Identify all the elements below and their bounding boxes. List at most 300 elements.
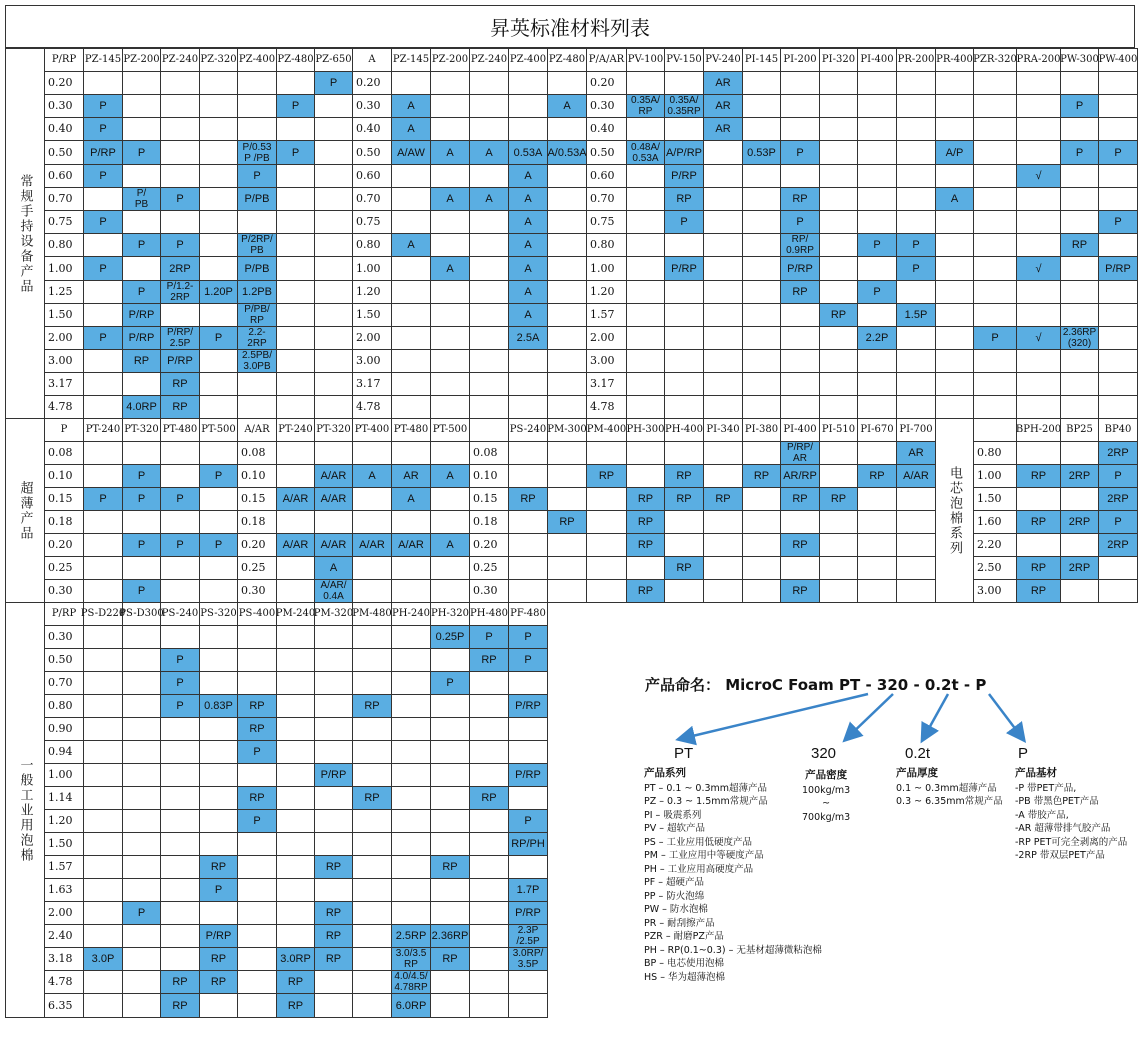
industrial-empty-cell <box>469 878 509 902</box>
handheld-empty-cell <box>935 210 974 234</box>
handheld-empty-cell <box>819 233 858 257</box>
handheld-empty-cell <box>935 71 974 95</box>
ultrathin-empty-cell <box>857 441 897 465</box>
handheld-empty-cell <box>626 395 665 419</box>
battery-empty-cell <box>1060 533 1099 557</box>
ultrathin-empty-cell <box>430 579 470 603</box>
ultrathin-thickness: 0.08 <box>237 441 277 465</box>
handheld-value-cell: A/0.53A <box>547 140 587 165</box>
industrial-value-cell: 0.83P <box>199 694 238 718</box>
ultrathin-empty-cell <box>199 579 238 603</box>
industrial-empty-cell <box>199 648 238 672</box>
handheld-value-cell: P/RP <box>664 164 704 188</box>
handheld-empty-cell <box>896 280 936 304</box>
handheld-thickness: 2.00 <box>586 326 627 350</box>
industrial-empty-cell <box>83 740 123 764</box>
industrial-empty-cell <box>352 763 392 787</box>
handheld-empty-cell <box>430 210 470 234</box>
ultrathin-header <box>469 418 509 442</box>
ultrathin-empty-cell <box>314 441 353 465</box>
industrial-empty-cell <box>199 786 238 810</box>
ultrathin-empty-cell <box>391 441 431 465</box>
ultrathin-value-cell: P <box>199 464 238 488</box>
industrial-empty-cell <box>314 970 353 994</box>
handheld-thickness: 0.60 <box>586 164 627 188</box>
handheld-value-cell: RP/ 0.9RP <box>780 233 820 257</box>
industrial-empty-cell <box>469 832 509 856</box>
handheld-header: PZ-480 <box>276 48 315 72</box>
ultrathin-thickness: 0.08 <box>44 441 84 465</box>
handheld-value-cell: A/P/RP <box>664 140 704 165</box>
handheld-header: PI-200 <box>780 48 820 72</box>
industrial-empty-cell <box>83 648 123 672</box>
industrial-value-cell: RP <box>314 947 353 971</box>
industrial-empty-cell <box>469 809 509 833</box>
handheld-empty-cell <box>547 395 587 419</box>
battery-thickness: 2.20 <box>973 533 1017 557</box>
handheld-empty-cell <box>703 256 743 281</box>
handheld-empty-cell <box>508 349 548 373</box>
density-heading: 产品密度 <box>805 769 848 781</box>
handheld-empty-cell <box>199 303 238 327</box>
battery-thickness: 3.00 <box>973 579 1017 603</box>
ultrathin-value-cell: A/AR <box>314 464 353 488</box>
handheld-value-cell: P/PB/ RP <box>237 303 277 327</box>
ultrathin-empty-cell <box>626 464 665 488</box>
handheld-empty-cell <box>547 71 587 95</box>
handheld-empty-cell <box>391 349 431 373</box>
ultrathin-thickness: 0.30 <box>469 579 509 603</box>
ultrathin-value-cell: RP <box>780 487 820 511</box>
battery-header <box>973 418 1017 442</box>
ultrathin-empty-cell <box>352 487 392 511</box>
ultrathin-empty-cell <box>547 556 587 580</box>
industrial-empty-cell <box>352 993 392 1018</box>
industrial-empty-cell <box>276 625 315 649</box>
handheld-empty-cell <box>199 117 238 141</box>
ultrathin-value-cell: P <box>122 487 161 511</box>
ultrathin-header: PM-300 <box>547 418 587 442</box>
handheld-empty-cell <box>469 256 509 281</box>
industrial-empty-cell <box>83 625 123 649</box>
ultrathin-empty-cell <box>857 556 897 580</box>
battery-value-cell: 2RP <box>1098 441 1138 465</box>
handheld-thickness: 0.50 <box>352 140 392 165</box>
handheld-empty-cell <box>1060 395 1099 419</box>
handheld-empty-cell <box>391 187 431 211</box>
ultrathin-header: PT-500 <box>430 418 470 442</box>
handheld-empty-cell <box>896 326 936 350</box>
ultrathin-header: PI-380 <box>742 418 781 442</box>
battery-empty-cell <box>1016 487 1061 511</box>
handheld-value-cell: 1.2PB <box>237 280 277 304</box>
handheld-header: PRA-200 <box>1016 48 1061 72</box>
industrial-value-cell: RP <box>469 648 509 672</box>
industrial-empty-cell <box>122 671 161 695</box>
industrial-empty-cell <box>469 970 509 994</box>
industrial-value-cell: P <box>237 740 277 764</box>
industrial-empty-cell <box>391 648 431 672</box>
industrial-empty-cell <box>237 763 277 787</box>
handheld-header: PV-240 <box>703 48 743 72</box>
handheld-empty-cell <box>547 164 587 188</box>
industrial-empty-cell <box>508 717 548 741</box>
industrial-value-cell: RP <box>276 970 315 994</box>
industrial-thickness: 3.18 <box>44 947 84 971</box>
ultrathin-value-cell: A <box>352 464 392 488</box>
handheld-empty-cell <box>742 349 781 373</box>
battery-thickness: 2.50 <box>973 556 1017 580</box>
ultrathin-empty-cell <box>703 533 743 557</box>
handheld-empty-cell <box>83 349 123 373</box>
handheld-header: PZ-200 <box>430 48 470 72</box>
handheld-value-cell: P/RP <box>160 349 200 373</box>
battery-header: BPH-200 <box>1016 418 1061 442</box>
handheld-empty-cell <box>199 349 238 373</box>
industrial-thickness: 1.63 <box>44 878 84 902</box>
industrial-empty-cell <box>391 809 431 833</box>
handheld-value-cell: 2.2- 2RP <box>237 326 277 350</box>
handheld-empty-cell <box>469 395 509 419</box>
ultrathin-value-cell: AR <box>391 464 431 488</box>
handheld-empty-cell <box>703 372 743 396</box>
ultrathin-thickness: 0.25 <box>237 556 277 580</box>
handheld-empty-cell <box>857 303 897 327</box>
handheld-empty-cell <box>742 210 781 234</box>
ultrathin-empty-cell <box>703 464 743 488</box>
industrial-value-cell: RP <box>430 855 470 879</box>
handheld-empty-cell <box>1016 303 1061 327</box>
ultrathin-value-cell: AR/RP <box>780 464 820 488</box>
ultrathin-empty-cell <box>352 579 392 603</box>
handheld-thickness: 0.40 <box>352 117 392 141</box>
handheld-value-cell: A <box>391 117 431 141</box>
handheld-empty-cell <box>160 117 200 141</box>
handheld-empty-cell <box>973 117 1017 141</box>
handheld-empty-cell <box>896 94 936 118</box>
industrial-empty-cell <box>276 878 315 902</box>
handheld-header: A <box>352 48 392 72</box>
ultrathin-empty-cell <box>352 441 392 465</box>
industrial-value-cell: 2.36RP <box>430 924 470 948</box>
handheld-value-cell: P/RP/ 2.5P <box>160 326 200 350</box>
handheld-value-cell: P/RP <box>1098 256 1138 281</box>
industrial-empty-cell <box>83 924 123 948</box>
handheld-empty-cell <box>703 233 743 257</box>
ultrathin-empty-cell <box>547 464 587 488</box>
handheld-empty-cell <box>742 233 781 257</box>
ultrathin-empty-cell <box>508 441 548 465</box>
handheld-empty-cell <box>626 303 665 327</box>
handheld-empty-cell <box>237 395 277 419</box>
handheld-empty-cell <box>973 256 1017 281</box>
handheld-value-cell: P <box>857 280 897 304</box>
handheld-empty-cell <box>122 164 161 188</box>
industrial-empty-cell <box>122 878 161 902</box>
ultrathin-empty-cell <box>742 487 781 511</box>
handheld-thickness: 0.50 <box>586 140 627 165</box>
battery-empty-cell <box>1016 533 1061 557</box>
industrial-empty-cell <box>122 694 161 718</box>
handheld-value-cell: P <box>780 210 820 234</box>
handheld-thickness: 3.17 <box>44 372 84 396</box>
industrial-empty-cell <box>160 878 200 902</box>
handheld-value-cell: A <box>508 280 548 304</box>
handheld-empty-cell <box>469 164 509 188</box>
industrial-value-cell: RP <box>160 993 200 1018</box>
ultrathin-value-cell: RP <box>508 487 548 511</box>
handheld-value-cell: 0.35A/ 0.35RP <box>664 94 704 118</box>
handheld-value-cell: √ <box>1016 326 1061 350</box>
industrial-thickness: 1.57 <box>44 855 84 879</box>
industrial-empty-cell <box>314 717 353 741</box>
handheld-empty-cell <box>508 71 548 95</box>
handheld-empty-cell <box>391 256 431 281</box>
industrial-value-cell: P/RP <box>508 694 548 718</box>
ultrathin-empty-cell <box>819 510 858 534</box>
ultrathin-value-cell: A <box>430 533 470 557</box>
ultrathin-empty-cell <box>896 556 936 580</box>
handheld-empty-cell <box>237 94 277 118</box>
industrial-empty-cell <box>352 648 392 672</box>
handheld-value-cell: √ <box>1016 164 1061 188</box>
ultrathin-empty-cell <box>122 510 161 534</box>
handheld-empty-cell <box>742 187 781 211</box>
handheld-empty-cell <box>1098 372 1138 396</box>
industrial-value-cell: P <box>237 809 277 833</box>
handheld-empty-cell <box>199 395 238 419</box>
handheld-empty-cell <box>973 71 1017 95</box>
thickness-item: 0.1 ~ 0.3mm超薄产品 <box>896 782 997 794</box>
ultrathin-value-cell: AR <box>896 441 936 465</box>
handheld-value-cell: 2.5A <box>508 326 548 350</box>
industrial-empty-cell <box>430 832 470 856</box>
ultrathin-value-cell: P <box>122 464 161 488</box>
industrial-empty-cell <box>199 763 238 787</box>
ultrathin-empty-cell <box>83 579 123 603</box>
series-item: PF – 超硬产品 <box>644 877 704 888</box>
industrial-empty-cell <box>276 855 315 879</box>
ultrathin-value-cell: RP <box>626 510 665 534</box>
industrial-empty-cell <box>83 717 123 741</box>
handheld-empty-cell <box>664 326 704 350</box>
handheld-empty-cell <box>547 349 587 373</box>
handheld-empty-cell <box>742 280 781 304</box>
industrial-empty-cell <box>391 855 431 879</box>
handheld-empty-cell <box>276 326 315 350</box>
industrial-empty-cell <box>314 878 353 902</box>
industrial-empty-cell <box>276 694 315 718</box>
handheld-empty-cell <box>819 372 858 396</box>
handheld-empty-cell <box>780 372 820 396</box>
handheld-thickness: 0.75 <box>352 210 392 234</box>
part-series: PT <box>674 745 694 762</box>
industrial-empty-cell <box>469 855 509 879</box>
handheld-empty-cell <box>703 210 743 234</box>
handheld-value-cell: P <box>1060 94 1099 118</box>
industrial-empty-cell <box>469 740 509 764</box>
handheld-empty-cell <box>547 233 587 257</box>
handheld-value-cell: P <box>122 280 161 304</box>
ultrathin-empty-cell <box>780 556 820 580</box>
handheld-empty-cell <box>199 94 238 118</box>
industrial-value-cell: P <box>508 809 548 833</box>
ultrathin-value-cell: A/AR <box>314 487 353 511</box>
handheld-empty-cell <box>626 349 665 373</box>
industrial-header: PF-480 <box>508 602 548 626</box>
industrial-empty-cell <box>237 901 277 925</box>
handheld-empty-cell <box>1098 326 1138 350</box>
ultrathin-empty-cell <box>547 487 587 511</box>
ultrathin-value-cell: P <box>199 533 238 557</box>
handheld-empty-cell <box>896 395 936 419</box>
ultrathin-value-cell: RP <box>664 487 704 511</box>
battery-empty-cell <box>1060 441 1099 465</box>
ultrathin-empty-cell <box>586 533 627 557</box>
naming-legend <box>548 625 1135 1017</box>
ultrathin-value-cell: P <box>160 487 200 511</box>
ultrathin-empty-cell <box>199 510 238 534</box>
handheld-value-cell: P <box>83 117 123 141</box>
industrial-thickness: 0.80 <box>44 694 84 718</box>
battery-value-cell: 2RP <box>1060 464 1099 488</box>
density-item: ~ <box>822 798 831 809</box>
battery-value-cell: 2RP <box>1098 533 1138 557</box>
handheld-empty-cell <box>819 349 858 373</box>
industrial-empty-cell <box>352 970 392 994</box>
handheld-empty-cell <box>276 280 315 304</box>
handheld-empty-cell <box>469 210 509 234</box>
ultrathin-empty-cell <box>703 556 743 580</box>
handheld-empty-cell <box>896 187 936 211</box>
handheld-empty-cell <box>122 256 161 281</box>
ultrathin-value-cell: A/AR <box>314 533 353 557</box>
ultrathin-empty-cell <box>430 556 470 580</box>
industrial-empty-cell <box>430 694 470 718</box>
handheld-empty-cell <box>819 280 858 304</box>
handheld-value-cell: P/RP <box>122 326 161 350</box>
ultrathin-empty-cell <box>626 556 665 580</box>
industrial-empty-cell <box>160 832 200 856</box>
industrial-header: PS-D220 <box>83 602 123 626</box>
ultrathin-value-cell: A/AR <box>352 533 392 557</box>
handheld-value-cell: A <box>430 187 470 211</box>
industrial-thickness: 0.90 <box>44 717 84 741</box>
ultrathin-empty-cell <box>276 441 315 465</box>
industrial-value-cell: P <box>508 648 548 672</box>
ultrathin-value-cell: RP <box>547 510 587 534</box>
industrial-empty-cell <box>160 786 200 810</box>
industrial-empty-cell <box>508 786 548 810</box>
handheld-value-cell: P <box>83 210 123 234</box>
handheld-empty-cell <box>857 349 897 373</box>
handheld-empty-cell <box>703 303 743 327</box>
industrial-empty-cell <box>83 671 123 695</box>
handheld-value-cell: P/1.2- 2RP <box>160 280 200 304</box>
industrial-empty-cell <box>160 809 200 833</box>
industrial-value-cell: RP <box>199 970 238 994</box>
industrial-empty-cell <box>469 717 509 741</box>
handheld-empty-cell <box>819 140 858 165</box>
handheld-empty-cell <box>160 94 200 118</box>
handheld-thickness: 0.20 <box>586 71 627 95</box>
ultrathin-value-cell: RP <box>664 464 704 488</box>
industrial-value-cell: 6.0RP <box>391 993 431 1018</box>
ultrathin-empty-cell <box>586 579 627 603</box>
naming-title: 产品命名： MicroC Foam PT - 320 - 0.2t - P <box>645 676 987 694</box>
ultrathin-thickness: 0.15 <box>44 487 84 511</box>
series-item: PH – RP(0.1~0.3) – 无基材超薄微粘泡棉 <box>644 944 822 956</box>
handheld-empty-cell <box>819 210 858 234</box>
battery-thickness: 1.50 <box>973 487 1017 511</box>
industrial-empty-cell <box>352 878 392 902</box>
handheld-empty-cell <box>935 233 974 257</box>
handheld-empty-cell <box>547 326 587 350</box>
ultrathin-value-cell: RP <box>780 533 820 557</box>
handheld-value-cell: P <box>276 140 315 165</box>
handheld-value-cell: A <box>508 164 548 188</box>
ultrathin-empty-cell <box>664 510 704 534</box>
section-label-battery <box>935 418 974 603</box>
ultrathin-value-cell: RP <box>703 487 743 511</box>
handheld-empty-cell <box>83 280 123 304</box>
handheld-value-cell: RP <box>160 372 200 396</box>
industrial-empty-cell <box>199 625 238 649</box>
industrial-empty-cell <box>391 694 431 718</box>
arrow-thickness <box>923 694 948 739</box>
ultrathin-value-cell: RP <box>586 464 627 488</box>
handheld-empty-cell <box>237 210 277 234</box>
industrial-empty-cell <box>430 763 470 787</box>
handheld-empty-cell <box>83 187 123 211</box>
handheld-empty-cell <box>1016 117 1061 141</box>
industrial-empty-cell <box>508 671 548 695</box>
ultrathin-empty-cell <box>276 464 315 488</box>
handheld-value-cell: P <box>237 164 277 188</box>
industrial-header: PM-320 <box>314 602 353 626</box>
ultrathin-value-cell: A/AR <box>276 533 315 557</box>
ultrathin-empty-cell <box>742 556 781 580</box>
section-label-battery-text: 电芯泡棉系列 <box>947 465 962 556</box>
handheld-header: PI-145 <box>742 48 781 72</box>
industrial-value-cell: P/RP <box>508 763 548 787</box>
ultrathin-value-cell: A <box>314 556 353 580</box>
series-item: PW – 防水泡棉 <box>644 904 708 915</box>
handheld-empty-cell <box>469 303 509 327</box>
industrial-value-cell: RP <box>276 993 315 1018</box>
industrial-value-cell: P <box>122 901 161 925</box>
handheld-empty-cell <box>742 303 781 327</box>
industrial-value-cell: 3.0/3.5 RP <box>391 947 431 971</box>
handheld-empty-cell <box>276 210 315 234</box>
ultrathin-empty-cell <box>742 533 781 557</box>
handheld-empty-cell <box>703 349 743 373</box>
industrial-value-cell: P <box>160 694 200 718</box>
handheld-empty-cell <box>469 326 509 350</box>
handheld-empty-cell <box>1060 256 1099 281</box>
handheld-empty-cell <box>626 117 665 141</box>
ultrathin-empty-cell <box>122 556 161 580</box>
handheld-empty-cell <box>626 326 665 350</box>
ultrathin-empty-cell <box>314 510 353 534</box>
industrial-value-cell: 4.0/4.5/ 4.78RP <box>391 970 431 994</box>
handheld-value-cell: P/RP <box>780 256 820 281</box>
ultrathin-header: PI-510 <box>819 418 858 442</box>
handheld-empty-cell <box>160 164 200 188</box>
handheld-value-cell: P <box>276 94 315 118</box>
ultrathin-empty-cell <box>160 556 200 580</box>
ultrathin-empty-cell <box>83 464 123 488</box>
